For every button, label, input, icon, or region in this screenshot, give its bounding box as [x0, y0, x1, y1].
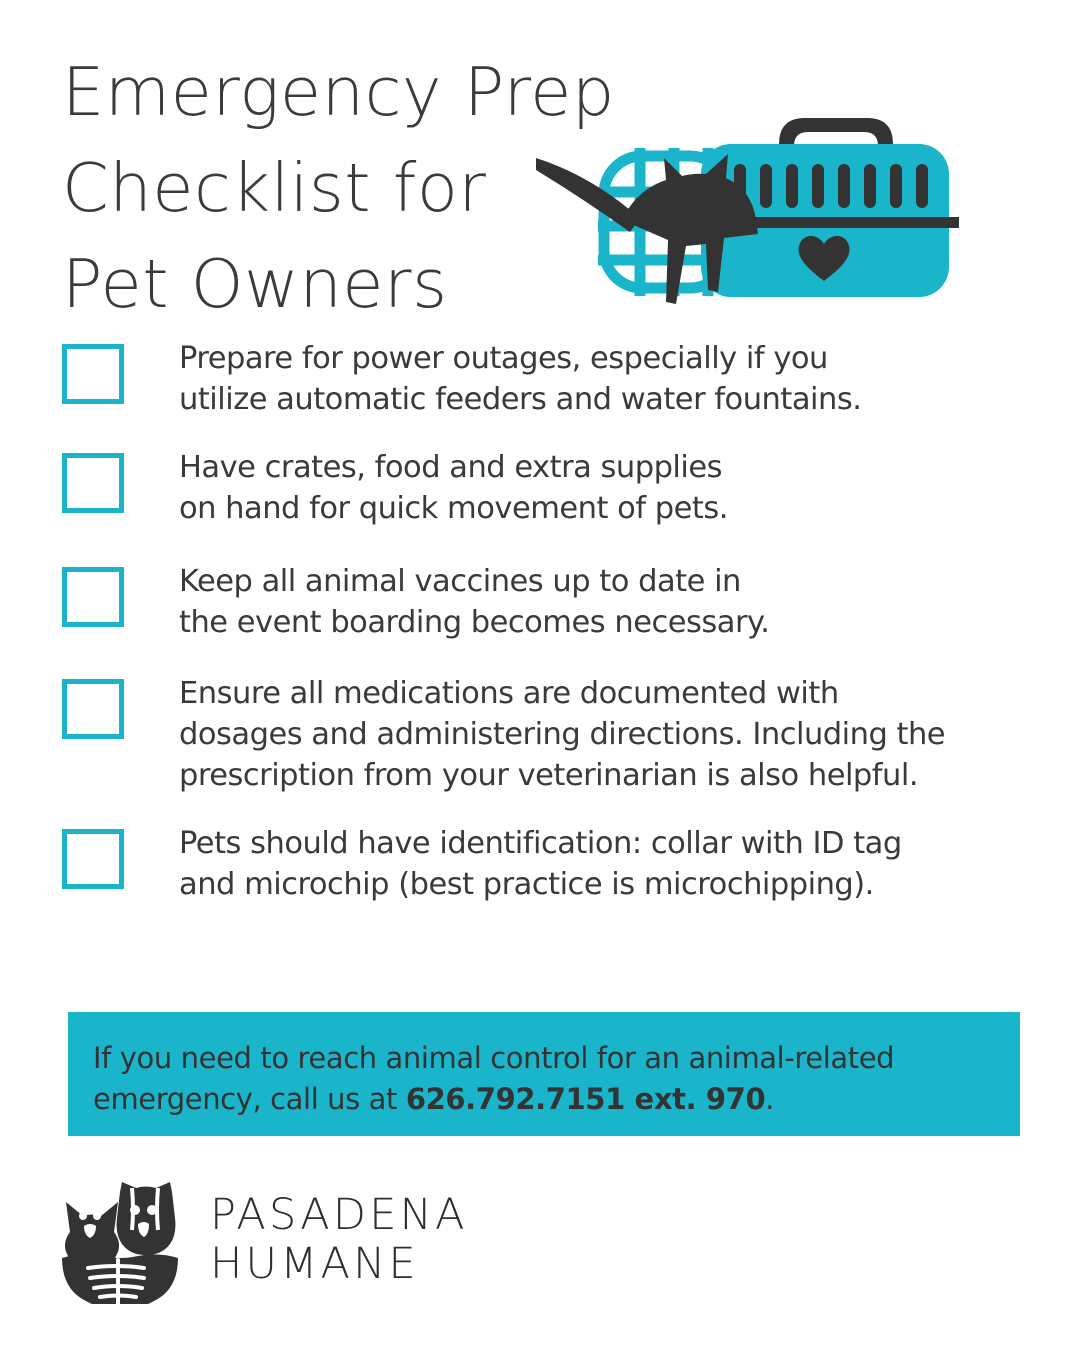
- checklist-item-text: [179, 338, 861, 420]
- checkbox-2[interactable]: [62, 453, 124, 513]
- pasadena-humane-logo: [56, 1172, 536, 1307]
- checklist-item[interactable]: [62, 823, 1022, 905]
- title-line-1: Emergency Prep: [62, 53, 615, 131]
- phone-number[interactable]: 626.792.7151 ext. 970: [405, 1082, 766, 1116]
- checklist-item-line: Prepare for power outages, especially if you: [179, 341, 828, 376]
- checklist-item[interactable]: [62, 447, 1022, 529]
- contact-banner-prefix: emergency, call us at: [93, 1082, 406, 1116]
- checkbox-4[interactable]: [62, 679, 124, 739]
- checklist-item[interactable]: [62, 561, 1022, 643]
- checklist-item[interactable]: [62, 338, 1022, 420]
- pet-carrier-icon: [536, 96, 1006, 316]
- contact-banner-line-1: If you need to reach animal control for an animal-related: [93, 1041, 895, 1075]
- checklist-item-line: utilize automatic feeders and water fountains.: [179, 382, 862, 417]
- checklist-item-line: on hand for quick movement of pets.: [179, 491, 728, 526]
- checklist-item-line: Ensure all medications are documented with: [179, 676, 839, 711]
- checkbox-5[interactable]: [62, 829, 124, 889]
- contact-banner: [68, 1012, 1020, 1136]
- checklist-item-text: [179, 823, 902, 905]
- contact-banner-text: [93, 1038, 993, 1120]
- contact-banner-line-2: [93, 1079, 993, 1120]
- pet-carrier-illustration: [536, 96, 1006, 316]
- checklist-item-line: prescription from your veterinarian is also helpful.: [179, 758, 919, 793]
- title-line-3: Pet Owners: [62, 245, 448, 323]
- cat-dog-hands-icon: [56, 1176, 184, 1304]
- logo-word-line-2: HUMANE: [210, 1238, 419, 1289]
- checklist-item-line: Have crates, food and extra supplies: [179, 450, 723, 485]
- checklist-item-line: and microchip (best practice is microchipping).: [179, 867, 874, 902]
- checklist: [62, 338, 1022, 905]
- checklist-item-line: Pets should have identification: collar with ID tag: [179, 826, 902, 861]
- logo-wordmark: [210, 1191, 468, 1289]
- contact-banner-suffix: .: [765, 1082, 775, 1116]
- logo-mark: [56, 1176, 184, 1304]
- checklist-item-line: the event boarding becomes necessary.: [179, 605, 770, 640]
- title-line-2: Checklist for: [62, 149, 487, 227]
- checklist-item[interactable]: [62, 673, 1022, 796]
- checkbox-1[interactable]: [62, 344, 124, 404]
- dog-head-icon: [117, 1182, 176, 1255]
- checkbox-3[interactable]: [62, 567, 124, 627]
- checklist-item-line: Keep all animal vaccines up to date in: [179, 564, 741, 599]
- checklist-item-line: dosages and administering directions. Including the: [179, 717, 946, 752]
- checklist-item-text: [179, 447, 728, 529]
- checklist-item-text: [179, 561, 769, 643]
- checklist-item-text: [179, 673, 945, 796]
- logo-word-line-1: PASADENA: [210, 1189, 468, 1240]
